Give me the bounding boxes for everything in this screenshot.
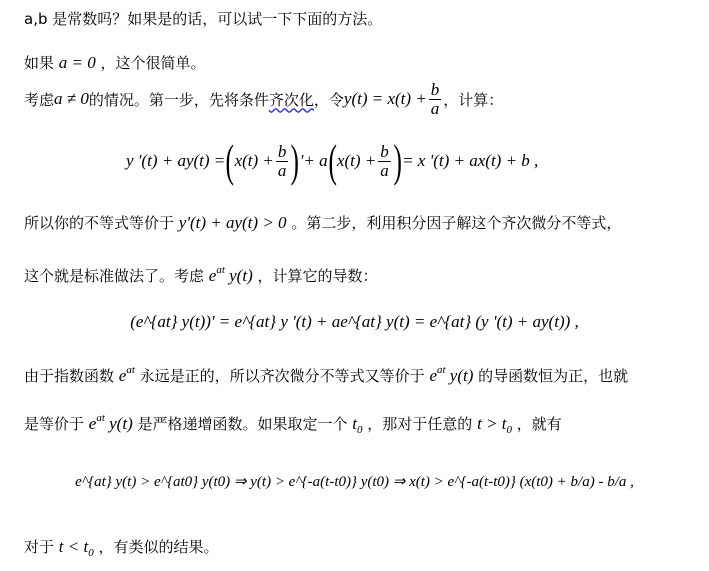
math: a ≠ 0: [54, 89, 89, 108]
math: [209, 266, 253, 285]
text: 是等价于: [24, 415, 89, 433]
math: e: [118, 366, 127, 385]
math: y(t): [229, 266, 253, 285]
text: 。第二步，利用积分因子解这个齐次微分不等式，: [286, 214, 622, 232]
math: y(t): [449, 366, 474, 385]
paren-right: ): [393, 135, 402, 186]
equation-2: [0, 312, 709, 332]
math: [89, 414, 133, 433]
math: '+ a: [299, 151, 328, 170]
text: ，这个很简单。: [95, 54, 206, 72]
math: y '(t) + ay(t) =: [126, 151, 226, 170]
math: e^{at} y(t) > e^{at0} y(t0) ⇒ y(t) > e^{-a(t-t0)} y(t0) ⇒ x(t) > e^{-a(t-t0)} (x(t0) + b/a) - b/a ,: [75, 474, 634, 490]
text-p1: a,b 是常数吗？如果是的话，可以试一下下面的方法。: [24, 10, 383, 28]
text: 对于: [24, 538, 59, 556]
paragraph-7: [24, 412, 562, 436]
text: 的导函数恒为正，也就: [473, 367, 629, 385]
paren-left: (: [328, 135, 337, 186]
text: 考虑: [24, 90, 55, 109]
text: 这个就是标准做法了。考虑: [24, 267, 209, 285]
superscript: at: [216, 264, 225, 276]
math: a = 0: [58, 53, 96, 72]
text: 由于指数函数: [24, 367, 119, 385]
math: t < t: [58, 537, 89, 556]
paren-left: (: [225, 135, 235, 186]
paragraph-3: [24, 76, 503, 122]
paragraph-6: [24, 364, 628, 386]
math: y(t): [109, 414, 133, 433]
paragraph-1: [24, 8, 382, 29]
text: ，计算：: [443, 90, 504, 109]
math: y(t) = x(t) +: [343, 89, 427, 108]
equation-3: [0, 472, 709, 491]
math: [429, 366, 473, 385]
math: [58, 537, 94, 559]
numerator: b: [380, 141, 389, 161]
paragraph-4: [24, 212, 621, 233]
denominator: a: [277, 160, 287, 180]
text: 永远是正的，所以齐次微分不等式又等价于: [134, 367, 430, 385]
text: 的情况。第一步，先将条件: [88, 90, 269, 109]
numerator: b: [430, 79, 440, 99]
math: [477, 414, 512, 436]
numerator: b: [277, 141, 287, 161]
math: t > t: [477, 414, 507, 433]
text: ，就有: [511, 415, 562, 433]
math: t: [352, 414, 358, 433]
text: 所以你的不等式等价于: [24, 214, 179, 232]
superscript: at: [436, 364, 446, 376]
paren-right: ): [290, 135, 300, 186]
denominator: a: [380, 160, 389, 180]
subscript: 0: [357, 424, 363, 436]
math: [119, 366, 135, 385]
subscript: 0: [506, 424, 512, 436]
subscript: 0: [88, 547, 94, 559]
math: e: [88, 414, 97, 433]
paragraph-5: [24, 264, 378, 286]
text: 是严格递增函数。如果取定一个: [132, 415, 353, 433]
text: 如果: [24, 54, 59, 72]
text: ，计算它的导数：: [252, 267, 378, 285]
fraction: [276, 143, 289, 180]
fraction: [429, 81, 442, 118]
math: x(t) +: [336, 151, 377, 170]
math: x(t) +: [234, 151, 274, 170]
text: ，那对于任意的: [362, 415, 478, 433]
text: ，令: [313, 90, 344, 109]
math: y'(t) + ay(t) > 0: [178, 213, 287, 232]
superscript: at: [126, 364, 135, 376]
math: [352, 414, 363, 436]
spellcheck-word: 齐次化: [268, 90, 314, 109]
denominator: a: [430, 98, 440, 118]
math: e: [208, 266, 217, 285]
superscript: at: [96, 412, 105, 424]
equation-1: [126, 136, 538, 186]
math: e: [429, 366, 437, 385]
math: (e^{at} y(t))' = e^{at} y '(t) + ae^{at} y(t) = e^{at} (y '(t) + ay(t)) ,: [130, 312, 579, 331]
paragraph-8: [24, 536, 218, 559]
paragraph-2: [24, 52, 206, 73]
text: ，有类似的结果。: [93, 538, 219, 556]
fraction: [378, 143, 391, 180]
math: = x '(t) + ax(t) + b ,: [402, 151, 539, 170]
